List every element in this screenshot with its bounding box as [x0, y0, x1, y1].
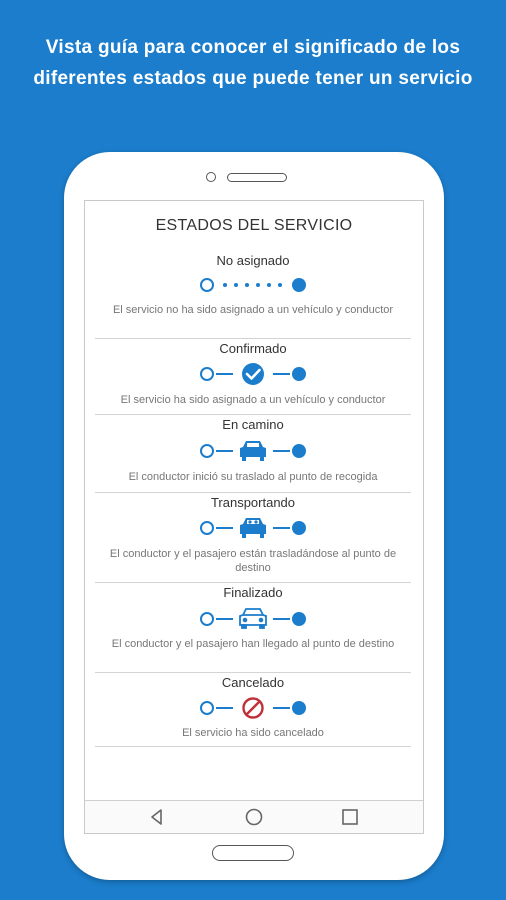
state-transportando [95, 495, 411, 583]
recent-apps-icon[interactable] [340, 807, 360, 827]
speaker-grille [227, 173, 287, 182]
car-outline-icon [240, 609, 266, 628]
state-description: El conductor y el pasajero están trasladándose al punto de destino [109, 548, 397, 574]
state-name: En camino [222, 417, 284, 432]
status-track [198, 695, 308, 721]
state-name: Finalizado [223, 585, 283, 600]
back-icon[interactable] [147, 807, 167, 827]
home-icon[interactable] [244, 807, 264, 827]
android-navigation-bar [85, 800, 423, 833]
car-with-passenger-icon [240, 518, 266, 538]
car-icon [240, 441, 266, 461]
status-track [198, 361, 308, 387]
state-en-camino [95, 417, 411, 493]
check-circle-icon [242, 363, 264, 385]
state-confirmado [95, 341, 411, 415]
status-track [198, 515, 308, 541]
status-track [198, 606, 308, 632]
state-cancelado [95, 675, 411, 747]
dotted-line [223, 283, 282, 287]
state-name: Transportando [210, 495, 296, 510]
state-description: El servicio ha sido cancelado [182, 727, 324, 739]
state-name: Confirmado [219, 341, 287, 356]
state-name: Cancelado [221, 675, 285, 690]
state-description: El conductor inició su traslado al punto de recogida [128, 471, 378, 483]
state-description: El conductor y el pasajero han llegado al punto de destino [111, 638, 395, 650]
state-finalizado [95, 585, 411, 673]
camera-icon [206, 172, 216, 182]
status-track [198, 272, 308, 298]
phone-screen [84, 200, 424, 834]
status-track [198, 438, 308, 464]
headline: Vista guía para conocer el significado de los diferentes estados que puede tener un servicio [33, 37, 473, 89]
state-description: El servicio ha sido asignado a un vehículo y conductor [120, 394, 386, 406]
phone-frame [64, 152, 444, 880]
state-name: No asignado [216, 253, 290, 268]
phone-home-button[interactable] [212, 845, 294, 861]
cancel-icon [244, 699, 263, 718]
screen-title: ESTADOS DEL SERVICIO [155, 217, 353, 234]
state-description: El servicio no ha sido asignado a un vehículo y conductor [112, 304, 394, 316]
state-no-asignado [95, 253, 411, 339]
